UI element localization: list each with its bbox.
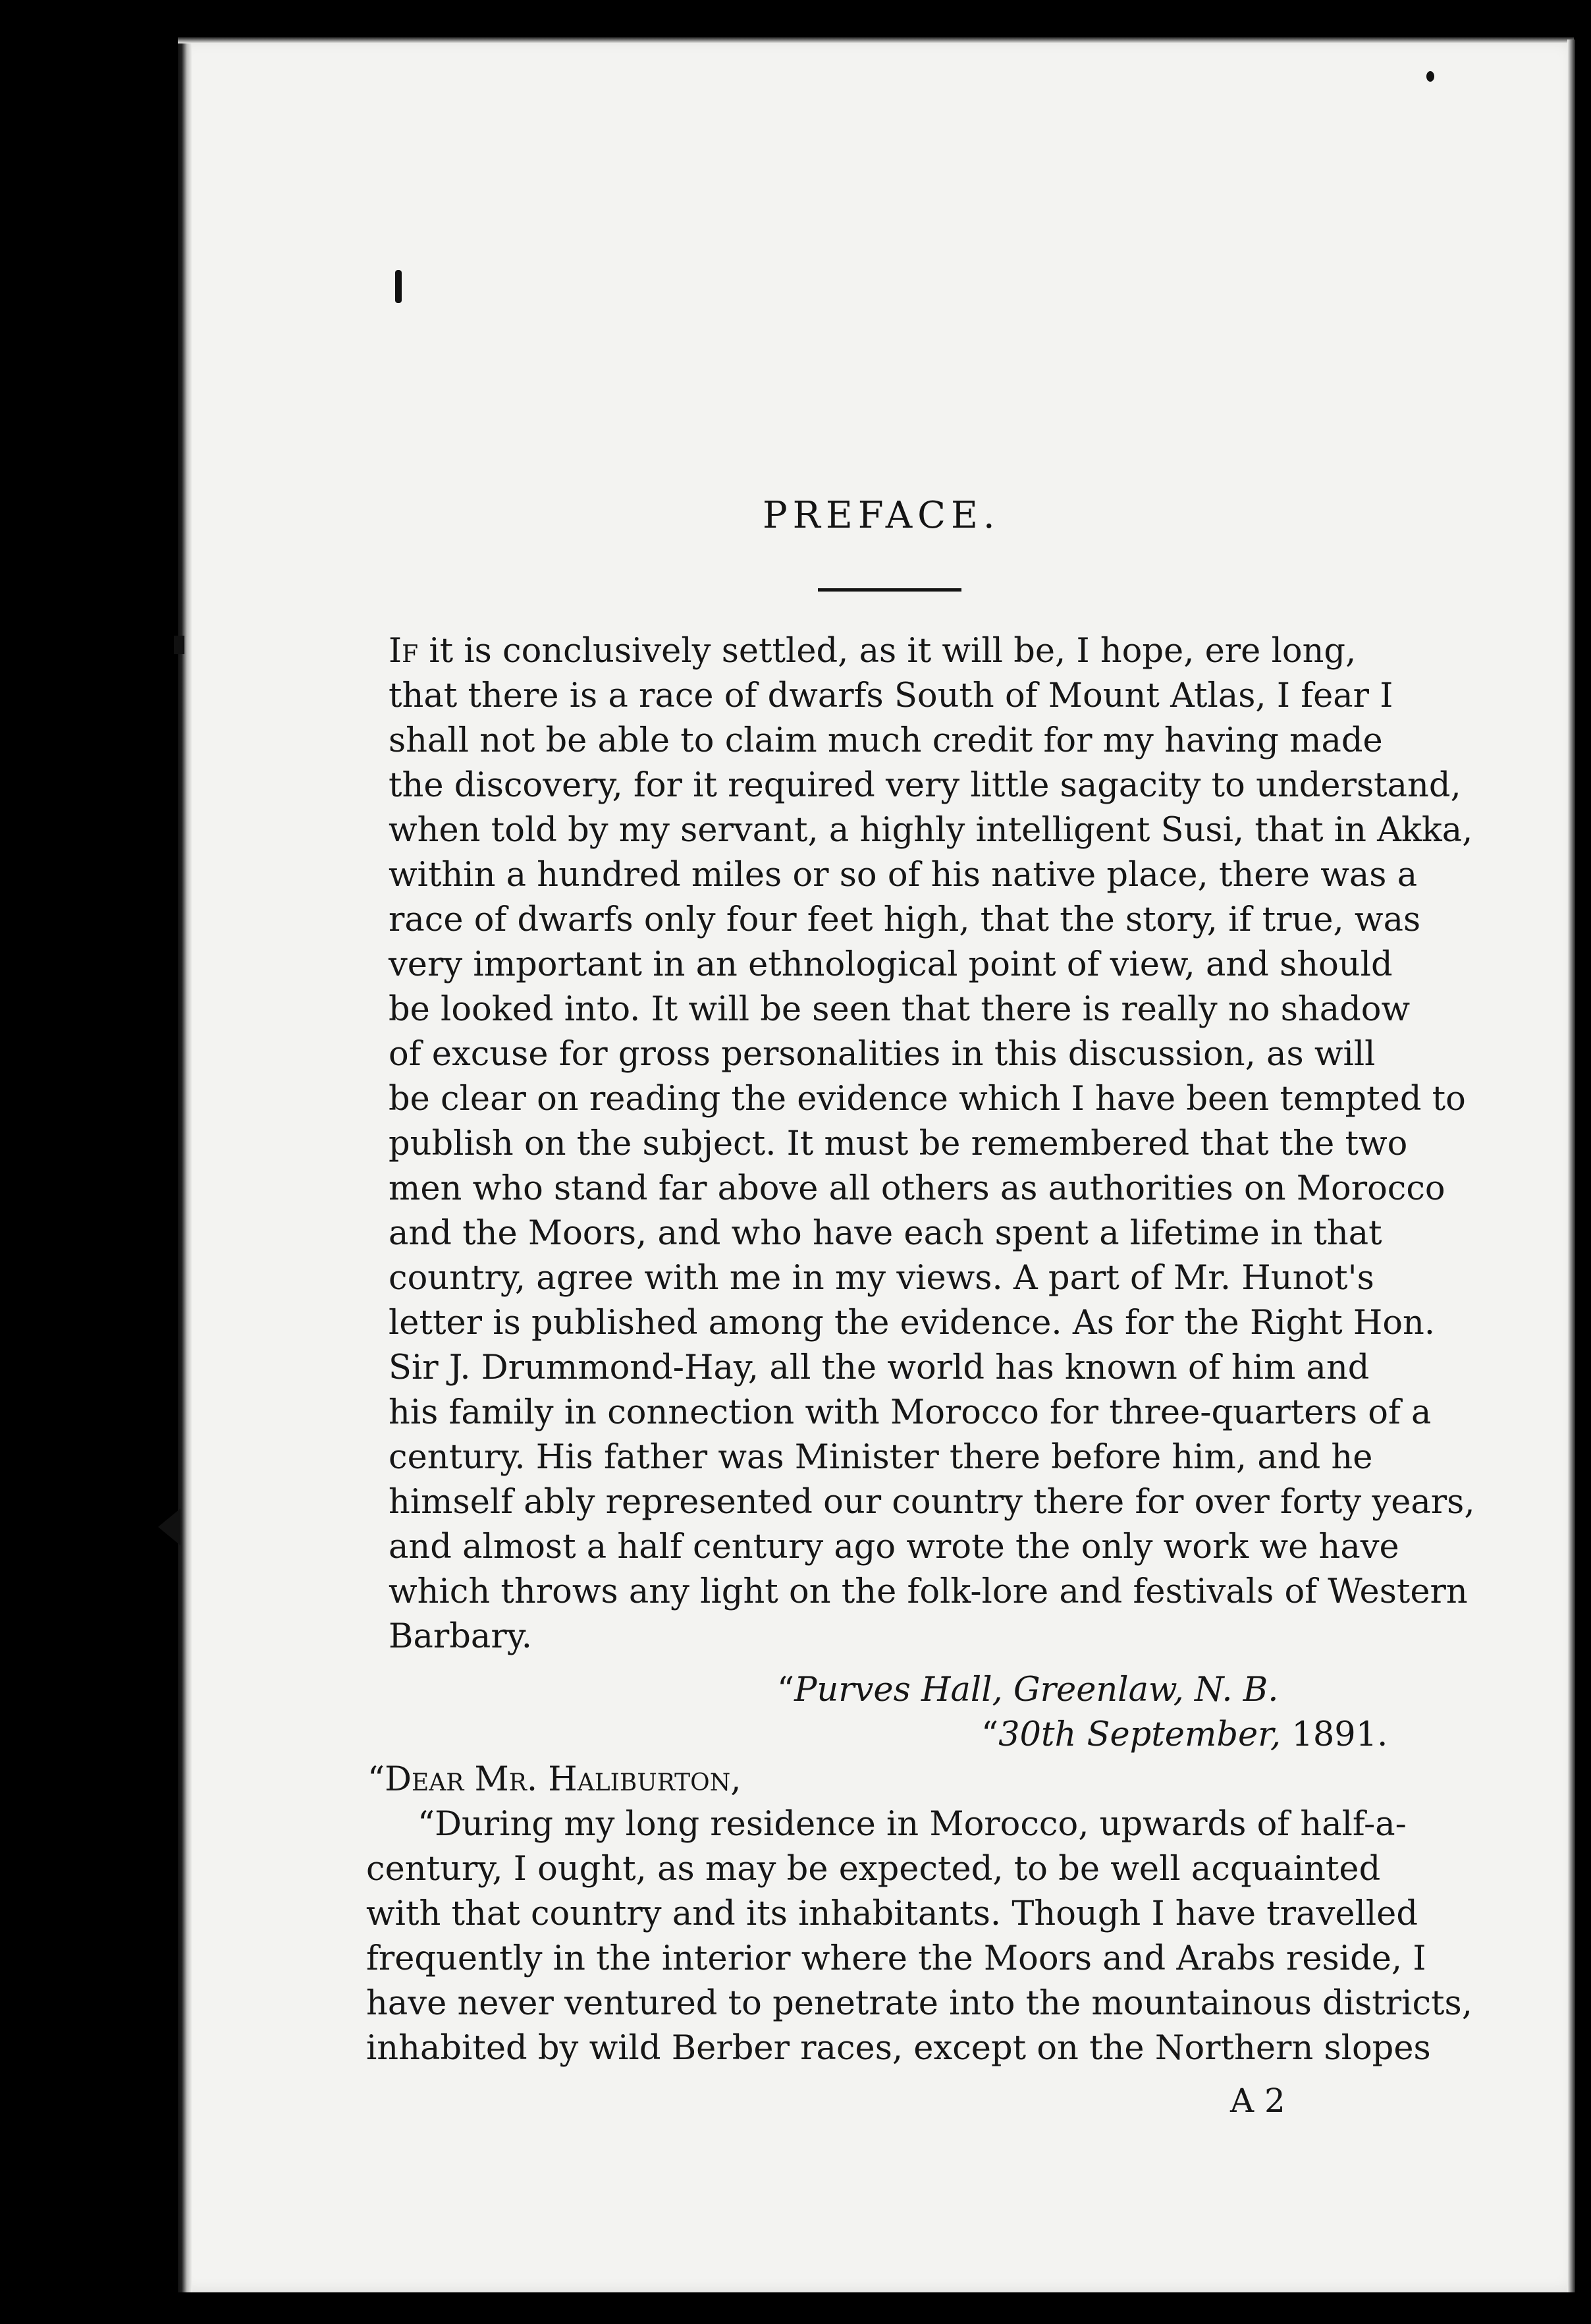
- preface-line: country, agree with me in my views. A part of Mr. Hunot's: [389, 1259, 1374, 1298]
- binding-arrow-mark: [158, 1508, 180, 1545]
- preface-line: and almost a half century ago wrote the only work we have: [389, 1528, 1399, 1566]
- preface-line: his family in connection with Morocco for three-quarters of a: [389, 1393, 1432, 1432]
- preface-line: men who stand far above all others as authorities on Morocco: [389, 1169, 1445, 1208]
- preface-line: race of dwarfs only four feet high, that the story, if true, was: [389, 900, 1421, 939]
- page-title: PREFACE.: [763, 494, 1000, 537]
- letter-address: [777, 1673, 1278, 1707]
- stray-ink-dot: [1426, 71, 1434, 82]
- preface-line: the discovery, for it required very little sagacity to understand,: [389, 766, 1461, 805]
- preface-line: when told by my servant, a highly intelligent Susi, that in Akka,: [389, 811, 1473, 850]
- preface-line-text: it is conclusively settled, as it will be, I hope, ere long,: [418, 632, 1357, 671]
- letter-line: “During my long residence in Morocco, upwards of half-a-: [418, 1805, 1407, 1844]
- preface-line: within a hundred miles or so of his native place, there was a: [389, 856, 1418, 895]
- preface-line: himself ably represented our country there for over forty years,: [389, 1483, 1475, 1522]
- preface-line: publish on the subject. It must be remembered that the two: [389, 1124, 1408, 1163]
- preface-line: Barbary.: [389, 1617, 532, 1656]
- letter-date: [981, 1715, 1388, 1754]
- address-quote-mark: “: [777, 1671, 795, 1709]
- preface-line: letter is published among the evidence. As for the Right Hon.: [389, 1304, 1436, 1342]
- title-divider: [818, 588, 961, 592]
- preface-line: very important in an ethnological point of view, and should: [389, 945, 1393, 984]
- preface-line: which throws any light on the folk-lore and festivals of Western: [389, 1572, 1468, 1611]
- letter-line: inhabited by wild Berber races, except on the Northern slopes: [366, 2029, 1431, 2068]
- preface-line: Sir J. Drummond-Hay, all the world has known of him and: [389, 1348, 1370, 1387]
- page-right-edge: [1567, 40, 1575, 2292]
- preface-line: be looked into. It will be seen that there is really no shadow: [389, 990, 1411, 1029]
- binding-tick-mark: [174, 636, 184, 654]
- preface-line: century. His father was Minister there before him, and he: [389, 1438, 1373, 1477]
- drop-word: If: [389, 632, 419, 671]
- letter-salutation: “Dear Mr. Haliburton,: [367, 1760, 742, 1799]
- letter-line: have never ventured to penetrate into the mountainous districts,: [366, 1984, 1472, 2023]
- address-text: Purves Hall, Greenlaw, N. B.: [794, 1671, 1279, 1709]
- page-binding-edge: [178, 40, 192, 2292]
- signature-mark: A 2: [1230, 2082, 1285, 2120]
- letter-line: with that country and its inhabitants. Though I have travelled: [366, 1895, 1418, 1933]
- preface-line: and the Moors, and who have each spent a lifetime in that: [389, 1214, 1382, 1253]
- date-text: 30th September,: [998, 1715, 1281, 1754]
- preface-line: that there is a race of dwarfs South of Mount Atlas, I fear I: [389, 677, 1393, 715]
- preface-line: of excuse for gross personalities in this discussion, as will: [389, 1035, 1376, 1074]
- date-quote-mark: “: [981, 1715, 999, 1754]
- letter-line: frequently in the interior where the Moors and Arabs reside, I: [366, 1939, 1426, 1978]
- page-top-edge: [178, 37, 1574, 43]
- preface-line: shall not be able to claim much credit for my having made: [389, 721, 1383, 760]
- preface-line: be clear on reading the evidence which I have been tempted to: [389, 1080, 1466, 1119]
- letter-line: century, I ought, as may be expected, to be well acquainted: [366, 1850, 1381, 1889]
- stray-ink-mark: [395, 270, 402, 303]
- date-year: 1891.: [1281, 1715, 1388, 1754]
- preface-line: [389, 632, 1357, 671]
